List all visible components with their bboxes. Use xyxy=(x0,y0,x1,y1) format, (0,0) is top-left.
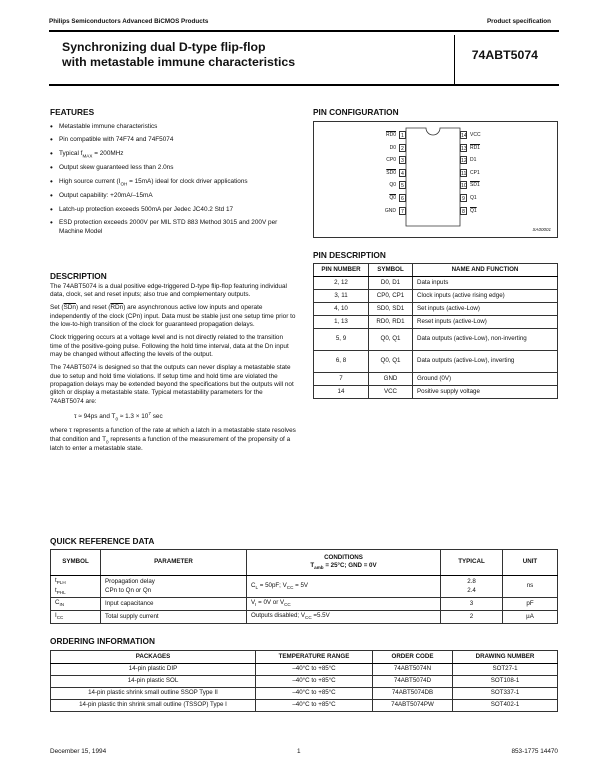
order-code-cell: 74ABT5074DB xyxy=(373,688,453,700)
pin-number-left: 5 xyxy=(399,181,406,189)
symbol-cell: D0, D1 xyxy=(369,277,413,290)
cond-sub: amb xyxy=(314,565,324,571)
qrd-col-unit: UNIT xyxy=(503,550,558,576)
description-p5 xyxy=(50,427,296,453)
pin-number-right: 8 xyxy=(460,207,467,215)
sym: t xyxy=(55,586,57,594)
ord-col-temp: TEMPERATURE RANGE xyxy=(256,651,373,664)
package-cell: 14-pin plastic thin shrink small outline (TSSOP) Type I xyxy=(51,700,256,712)
pin-label-right: CP1 xyxy=(470,169,480,176)
sym-sub: IN xyxy=(59,602,65,608)
pin-number-cell: 6, 8 xyxy=(314,351,369,373)
pin-label-left: RD0 xyxy=(385,132,396,138)
header-company: Philips Semiconductors Advanced BiCMOS Products xyxy=(49,18,209,25)
feature-sub: MAX xyxy=(82,153,93,159)
p5-text: represents a function of the measurement of the propensity of a latch to enter a metastable state. xyxy=(50,435,291,452)
pin-number-right: 10 xyxy=(461,183,467,190)
description-section xyxy=(50,271,296,458)
ordering-header-row xyxy=(51,651,558,664)
cond-sub: CC xyxy=(286,585,294,591)
qrd-col-symbol: SYMBOL xyxy=(51,550,101,576)
pin-label-right: Q1 xyxy=(470,195,477,201)
p2-rd: $\overline{RDn}$ xyxy=(110,304,124,312)
sym-sub: CC xyxy=(56,615,64,621)
cond-sub: I xyxy=(255,602,257,608)
ordering-row xyxy=(51,688,558,700)
qrd-row-capacitance xyxy=(51,598,558,611)
pin-number-cell: 14 xyxy=(314,386,369,399)
sym: t xyxy=(55,577,57,585)
pin-label-left: Q0 xyxy=(389,182,396,189)
function-cell: Ground (0V) xyxy=(413,373,558,386)
ord-col-order-code: ORDER CODE xyxy=(373,651,453,664)
ordering-row xyxy=(51,700,558,712)
function-cell: Reset inputs (active-Low) xyxy=(413,316,558,329)
order-code-cell: 74ABT5074D xyxy=(373,676,453,688)
function-cell: Data outputs (active-Low), inverting xyxy=(413,351,558,373)
pin-number-cell: 2, 12 xyxy=(314,277,369,290)
drawing-number-cell: SOT402-1 xyxy=(453,700,558,712)
symbol-cell: GND xyxy=(369,373,413,386)
pin-number-right: 9 xyxy=(460,194,467,202)
sym: I xyxy=(55,612,57,620)
qrd-parameter xyxy=(101,576,247,598)
cond-sub: CC xyxy=(305,615,312,621)
feature-item xyxy=(50,178,298,187)
package-cell: 14-pin plastic DIP xyxy=(51,664,256,676)
pin-number-cell: 7 xyxy=(314,373,369,386)
drawing-number-cell: SOT27-1 xyxy=(453,664,558,676)
feature-item: • Latch-up protection exceeds 500mA per Jedec JC40.2 Std 17 xyxy=(50,206,298,214)
function-cell: Set inputs (active-Low) xyxy=(413,303,558,316)
features-list xyxy=(50,123,298,236)
qrd-unit: pF xyxy=(503,598,558,611)
header-rule xyxy=(49,30,559,32)
pin-number-left: 3 xyxy=(399,156,406,164)
p5-text: where τ represents a function of the rate at which a latch in a metastable state resolves that condition and T xyxy=(50,427,296,443)
qrd-symbol xyxy=(51,598,101,611)
cond-part: = 25°C; GND = 0V xyxy=(323,561,377,569)
feature-sub: OH xyxy=(120,181,128,187)
symbol-cell: Q0, Q1 xyxy=(369,351,413,373)
function-cell: Positive supply voltage xyxy=(413,386,558,399)
function-cell: Data outputs (active-Low), non-inverting xyxy=(413,329,558,351)
cond-line-1: CONDITIONS xyxy=(324,553,363,561)
qrd-conditions xyxy=(247,611,441,624)
qrd-parameter: Total supply current xyxy=(101,611,247,624)
cond-sub: L xyxy=(255,585,259,591)
qrd-heading: QUICK REFERENCE DATA xyxy=(50,536,155,546)
qrd-parameter: Input capacitance xyxy=(101,598,247,611)
feature-item xyxy=(50,150,298,159)
qrd-col-typical: TYPICAL xyxy=(441,550,503,576)
cond: C xyxy=(251,581,256,589)
symbol-cell: CP0, CP1 xyxy=(369,290,413,303)
function-cell: Data inputs xyxy=(413,277,558,290)
qrd-typical xyxy=(441,576,503,598)
col-name-function: NAME AND FUNCTION xyxy=(413,264,558,277)
chip-outline xyxy=(314,122,559,239)
qrd-row-propagation xyxy=(51,576,558,598)
pin-number-right: 11 xyxy=(461,170,467,177)
ordering-row xyxy=(51,664,558,676)
formula-sup: 7 xyxy=(148,411,151,417)
pin-desc-row xyxy=(314,373,558,386)
pin-desc-header-row xyxy=(314,264,558,277)
p2-text: ) and reset ( xyxy=(75,304,111,312)
title-rule xyxy=(49,84,559,86)
qrd-typical: 3 xyxy=(441,598,503,611)
formula-sub: 0 xyxy=(115,416,119,422)
pin-number-cell: 1, 13 xyxy=(314,316,369,329)
qrd-conditions xyxy=(247,576,441,598)
pin-number-left: 7 xyxy=(399,207,406,215)
pin-label-left: Q0 xyxy=(389,195,396,201)
temp-range-cell: –40°C to +85°C xyxy=(256,700,373,712)
title-line-1: Synchronizing dual D-type flip-flop xyxy=(62,40,266,54)
ord-col-drawing: DRAWING NUMBER xyxy=(453,651,558,664)
package-cell: 14-pin plastic shrink small outline SSOP Type II xyxy=(51,688,256,700)
feature-item: • Output skew guaranteed less than 2.0ns xyxy=(50,164,298,172)
typ: 2.8 xyxy=(467,578,476,586)
drawing-number-cell: SOT108-1 xyxy=(453,676,558,688)
package-cell: 14-pin plastic SOL xyxy=(51,676,256,688)
p2-text: Set ( xyxy=(50,304,64,312)
pin-label-right: VCC xyxy=(470,132,481,138)
ordering-row xyxy=(51,676,558,688)
symbol-cell: RD0, RD1 xyxy=(369,316,413,329)
qrd-col-conditions xyxy=(247,550,441,576)
pin-label-right: D1 xyxy=(470,157,477,164)
pin-number-left: 2 xyxy=(399,144,406,152)
title-divider xyxy=(454,35,455,84)
ordering-table xyxy=(50,650,558,712)
pin-number-left: 1 xyxy=(399,131,406,139)
description-p2 xyxy=(50,304,296,329)
cond-part: T xyxy=(310,561,315,569)
pin-number-right: 13 xyxy=(461,145,467,152)
pin-desc-row xyxy=(314,277,558,290)
cond-line-2 xyxy=(251,562,436,571)
col-symbol: SYMBOL xyxy=(369,264,413,277)
pin-label-left: SD0 xyxy=(386,169,396,176)
qrd-symbol xyxy=(51,576,101,598)
pin-number-right: 12 xyxy=(461,158,467,165)
cond: Outputs disabled; V xyxy=(251,612,306,620)
pin-label-left: CP0 xyxy=(386,157,396,164)
qrd-header-row xyxy=(51,550,558,576)
symbol-cell: VCC xyxy=(369,386,413,399)
cond-sub: CC xyxy=(284,602,291,608)
temp-range-cell: –40°C to +85°C xyxy=(256,664,373,676)
pin-number-cell: 4, 10 xyxy=(314,303,369,316)
qrd-typical: 2 xyxy=(441,611,503,624)
qrd-table xyxy=(50,549,558,624)
col-pin-number: PIN NUMBER xyxy=(314,264,369,277)
pin-config-heading: PIN CONFIGURATION xyxy=(313,107,399,117)
cond: = 50pF; V xyxy=(258,581,287,589)
pin-desc-row xyxy=(314,386,558,399)
feature-item: • Pin compatible with 74F74 and 74F5074 xyxy=(50,136,298,144)
function-cell: Clock inputs (active rising edge) xyxy=(413,290,558,303)
feature-item: • Output capability: +20mA/–15mA xyxy=(50,192,298,200)
description-heading: DESCRIPTION xyxy=(50,271,107,281)
drawing-number-cell: SOT337-1 xyxy=(453,688,558,700)
formula-part: ≈ 1.3 × 10 xyxy=(118,413,149,421)
pin-label-left: GND xyxy=(384,207,396,214)
order-code-cell: 74ABT5074N xyxy=(373,664,453,676)
pin-desc-row xyxy=(314,329,558,351)
qrd-col-parameter: PARAMETER xyxy=(101,550,247,576)
formula-part: sec xyxy=(150,413,163,421)
pin-desc-table xyxy=(313,263,558,399)
pin-number-right: 14 xyxy=(461,133,467,139)
page-title xyxy=(62,40,295,71)
sym-sub: PHL xyxy=(56,589,66,595)
pin-number-left: 6 xyxy=(399,194,406,202)
pin-desc-row xyxy=(314,303,558,316)
feature-item: • Metastable immune characteristics xyxy=(50,123,298,131)
features-heading: FEATURES xyxy=(50,107,95,117)
qrd-conditions xyxy=(247,598,441,611)
footer-page: 1 xyxy=(297,748,301,755)
ord-col-packages: PACKAGES xyxy=(51,651,256,664)
p2-sd: $\overline{SDn}$ xyxy=(63,304,76,312)
temp-range-cell: –40°C to +85°C xyxy=(256,676,373,688)
param-line: Propagation delay xyxy=(105,578,155,586)
qrd-row-supply xyxy=(51,611,558,624)
p5-sub: 0 xyxy=(106,439,109,445)
pin-desc-row xyxy=(314,290,558,303)
cond: =5.5V xyxy=(311,612,330,620)
description-p1: The 74ABT5074 is a dual positive edge-triggered D-type flip-flop featuring individual data, clock, set and reset inputs; also true and complementary outputs. xyxy=(50,282,287,299)
pin-desc-row xyxy=(314,351,558,373)
sym: C xyxy=(55,599,60,607)
sym-sub: PLH xyxy=(56,580,66,586)
feature-item: • ESD protection exceeds 2000V per MIL STD 883 Method 3015 and 200V per Machine Model xyxy=(50,219,298,236)
cond: = 0V or V xyxy=(256,599,285,607)
features-section xyxy=(50,107,298,241)
qrd-unit: µA xyxy=(503,611,558,624)
pin-number-cell: 3, 11 xyxy=(314,290,369,303)
feature-text: High source current (I xyxy=(59,177,121,185)
param-line: CPn to Qn or Qn xyxy=(105,586,152,594)
part-number: 74ABT5074 xyxy=(471,48,538,62)
pin-label-right: Q1 xyxy=(470,207,477,214)
ordering-heading: ORDERING INFORMATION xyxy=(50,636,155,646)
pin-label-right: RD1 xyxy=(470,144,481,151)
cond: = 5V xyxy=(293,581,309,589)
pin-label-left: D0 xyxy=(389,144,396,151)
temp-range-cell: –40°C to +85°C xyxy=(256,688,373,700)
order-code-cell: 74ABT5074PW xyxy=(373,700,453,712)
metastability-formula xyxy=(50,411,296,422)
p2-text: ) are asynchronous active low inputs and operate independently of the clock (CPn) input. Data must be stable just one setup time prior to the low-to-high transition of the clock for guaranteed propagation delays. xyxy=(50,304,296,329)
qrd-symbol xyxy=(51,611,101,624)
symbol-cell: Q0, Q1 xyxy=(369,329,413,351)
typ: 2.4 xyxy=(467,586,476,594)
pin-number-cell: 5, 9 xyxy=(314,329,369,351)
feature-text: Typical f xyxy=(59,149,83,157)
diagram-code: SA00001 xyxy=(532,227,551,233)
formula-part: τ ≈ 94ps and T xyxy=(74,413,116,421)
pin-number-left: 4 xyxy=(399,169,406,177)
pin-desc-row xyxy=(314,316,558,329)
pin-desc-heading: PIN DESCRIPTION xyxy=(313,250,386,260)
description-p4: The 74ABT5074 is designed so that the outputs can never display a metastable state due to setup and hold time violations. If setup time and hold time are violated the propagation delays may be extended beyond the specifications but the outputs will not glitch or display a metastable state. Typical metastability parameters for the 74ABT5074 are: xyxy=(50,364,294,405)
footer-code: 853-1775 14470 xyxy=(511,748,558,755)
symbol-cell: SD0, SD1 xyxy=(369,303,413,316)
footer-date: December 15, 1994 xyxy=(50,748,107,755)
description-p3: Clock triggering occurs at a voltage level and is not directly related to the transition time of the positive-going pulse. Following the hold time interval, data at the Dn input may be changed without affecting the levels of the output. xyxy=(50,334,289,359)
cond: V xyxy=(251,599,256,607)
feature-tail: = 200MHz xyxy=(92,149,124,157)
pin-config-diagram xyxy=(313,121,558,238)
qrd-unit: ns xyxy=(503,576,558,598)
header-doc-type: Product specification xyxy=(486,18,551,25)
pin-label-right: SD1 xyxy=(470,182,480,189)
title-line-2: with metastable immune characteristics xyxy=(62,55,296,70)
feature-tail: = 15mA) ideal for clock driver applications xyxy=(127,177,248,185)
